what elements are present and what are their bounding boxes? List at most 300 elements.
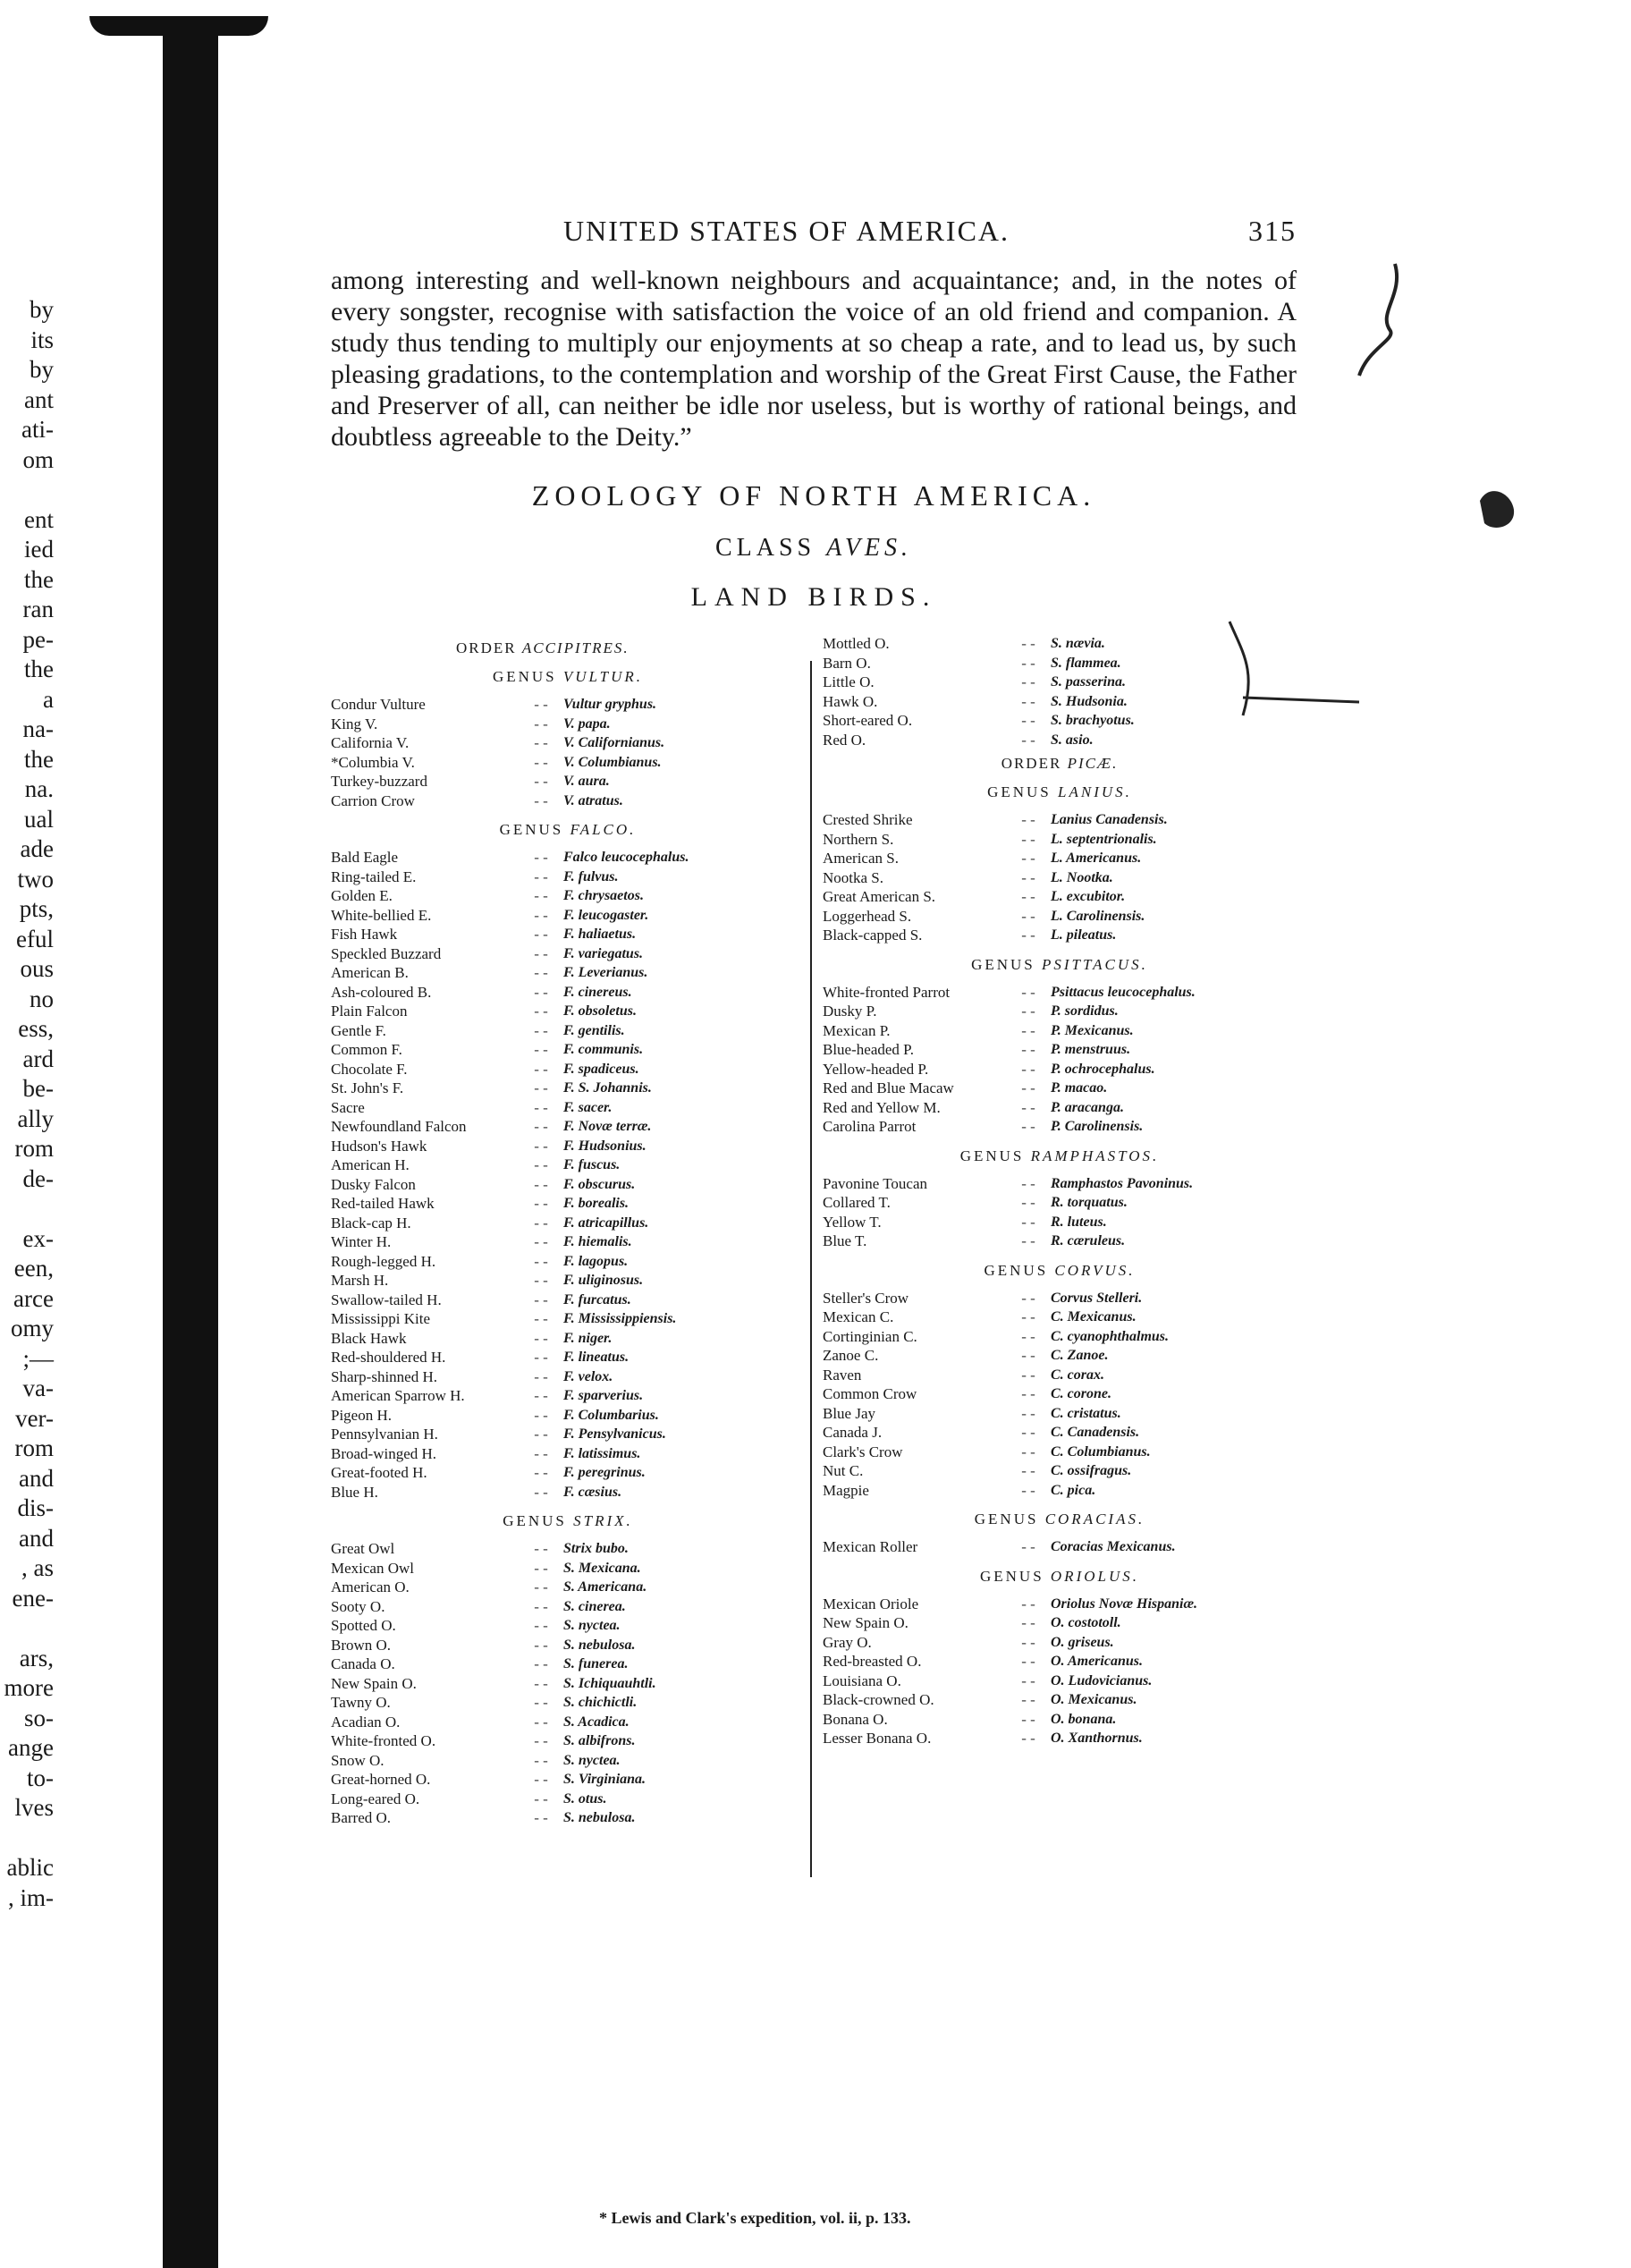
species-table xyxy=(331,634,1297,1868)
leader-dashes: - - xyxy=(534,1021,548,1039)
leader-dashes: - - xyxy=(1021,830,1035,848)
fragment-line: pts, xyxy=(19,895,54,922)
species-row xyxy=(331,1117,805,1137)
leader-dashes: - - xyxy=(534,1156,548,1173)
scientific-name: C. pica. xyxy=(1051,1482,1096,1498)
scientific-name: C. ossifragus. xyxy=(1051,1463,1132,1478)
leader-dashes: - - xyxy=(534,1617,548,1634)
common-name: American H. xyxy=(331,1156,410,1173)
scientific-name: R. torquatus. xyxy=(1051,1195,1128,1210)
species-row xyxy=(823,1098,1297,1118)
species-row xyxy=(331,791,805,811)
fragment-line: no xyxy=(30,985,54,1012)
scientific-name: F. Pensylvanicus. xyxy=(563,1426,666,1442)
scientific-name: P. sordidus. xyxy=(1051,1003,1119,1019)
species-row xyxy=(331,1271,805,1291)
common-name: Gray O. xyxy=(823,1633,872,1651)
leader-dashes: - - xyxy=(534,734,548,751)
fragment-line xyxy=(0,1824,54,1854)
species-row xyxy=(823,1729,1297,1748)
leader-dashes: - - xyxy=(534,983,548,1001)
scientific-name: F. Leverianus. xyxy=(563,965,648,980)
scientific-name: F. atricapillus. xyxy=(563,1214,649,1231)
right-genera xyxy=(823,783,1297,1748)
species-row xyxy=(823,868,1297,888)
fragment-line: omy xyxy=(10,1315,54,1341)
common-name: Common F. xyxy=(331,1041,402,1058)
order-name: ACCIPITRES. xyxy=(521,639,630,656)
species-row xyxy=(823,1346,1297,1366)
species-row xyxy=(823,849,1297,868)
fragment-line: va- xyxy=(22,1375,54,1401)
species-row xyxy=(331,1079,805,1098)
leader-dashes: - - xyxy=(1021,1289,1035,1307)
common-name: Mexican Roller xyxy=(823,1538,918,1555)
leader-dashes: - - xyxy=(1021,654,1035,672)
leader-dashes: - - xyxy=(1021,1385,1035,1402)
common-name: Blue H. xyxy=(331,1483,378,1501)
species-row xyxy=(331,695,805,715)
genus-heading xyxy=(823,1511,1297,1528)
scientific-name: L. Carolinensis. xyxy=(1051,908,1145,924)
leader-dashes: - - xyxy=(1021,1710,1035,1728)
scientific-name: O. bonana. xyxy=(1051,1711,1117,1727)
common-name: Turkey-buzzard xyxy=(331,773,427,790)
scientific-name: C. Canadensis. xyxy=(1051,1425,1140,1440)
scientific-name: Corvus Stelleri. xyxy=(1051,1290,1143,1306)
leader-dashes: - - xyxy=(1021,907,1035,925)
genus-label: GENUS xyxy=(974,1511,1045,1528)
leader-dashes: - - xyxy=(534,1426,548,1443)
genus-heading xyxy=(823,956,1297,974)
species-row xyxy=(823,1307,1297,1327)
common-name: Sacre xyxy=(331,1098,365,1116)
leader-dashes: - - xyxy=(1021,1614,1035,1631)
fragment-line: ard xyxy=(22,1045,54,1072)
species-row xyxy=(331,944,805,964)
leader-dashes: - - xyxy=(534,1272,548,1289)
leader-dashes: - - xyxy=(534,1713,548,1731)
scientific-name: S. flammea. xyxy=(1051,655,1121,671)
common-name: Acadian O. xyxy=(331,1713,401,1731)
common-name: Louisiana O. xyxy=(823,1671,901,1689)
species-row xyxy=(331,772,805,791)
species-row xyxy=(823,1366,1297,1385)
scientific-name: P. ochrocephalus. xyxy=(1051,1061,1155,1077)
species-row xyxy=(331,963,805,983)
common-name: Bald Eagle xyxy=(331,849,399,866)
scientific-name: F. variegatus. xyxy=(563,945,644,961)
fragment-line: na- xyxy=(22,715,54,742)
scientific-name: R. cæruleus. xyxy=(1051,1233,1126,1248)
species-row xyxy=(823,1231,1297,1251)
leader-dashes: - - xyxy=(534,1694,548,1711)
common-name: Carolina Parrot xyxy=(823,1118,917,1135)
common-name: Red-shouldered H. xyxy=(331,1349,446,1366)
scientific-name: F. communis. xyxy=(563,1042,644,1057)
species-row xyxy=(331,1751,805,1771)
leader-dashes: - - xyxy=(534,1540,548,1557)
leader-dashes: - - xyxy=(534,849,548,866)
common-name: Newfoundland Falcon xyxy=(331,1118,467,1135)
species-row xyxy=(823,1002,1297,1021)
species-row xyxy=(331,1444,805,1464)
leader-dashes: - - xyxy=(534,1464,548,1481)
scientific-name: F. cinereus. xyxy=(563,984,632,1000)
leader-dashes: - - xyxy=(1021,1118,1035,1135)
leader-dashes: - - xyxy=(534,1578,548,1595)
fragment-line: be- xyxy=(22,1075,54,1102)
fragment-line: the xyxy=(24,565,54,593)
leader-dashes: - - xyxy=(1021,1079,1035,1096)
scientific-name: F. obsoletus. xyxy=(563,1003,637,1019)
leader-dashes: - - xyxy=(534,1674,548,1692)
common-name: Steller's Crow xyxy=(823,1289,909,1307)
fragment-line: ;— xyxy=(22,1344,54,1372)
fragment-line: by xyxy=(30,356,54,383)
genus-label: GENUS xyxy=(959,1147,1031,1164)
leader-dashes: - - xyxy=(534,753,548,771)
genus-name: PSITTACUS. xyxy=(1041,955,1148,973)
common-name: Nut C. xyxy=(823,1462,864,1479)
species-row xyxy=(331,1654,805,1674)
common-name: Spotted O. xyxy=(331,1617,396,1634)
fragment-line: to- xyxy=(27,1764,54,1791)
genus-name: LANIUS. xyxy=(1058,783,1132,800)
leader-dashes: - - xyxy=(1021,888,1035,905)
fragment-line: a xyxy=(43,685,54,713)
fragment-line: ene- xyxy=(12,1584,54,1612)
scientific-name: Coracias Mexicanus. xyxy=(1051,1539,1176,1554)
scientific-name: F. hiemalis. xyxy=(563,1234,632,1249)
leader-dashes: - - xyxy=(534,1252,548,1270)
fragment-line: lves xyxy=(14,1794,54,1821)
scientific-name: F. furcatus. xyxy=(563,1291,631,1307)
species-row xyxy=(331,733,805,753)
leader-dashes: - - xyxy=(534,906,548,924)
leader-dashes: - - xyxy=(1021,1595,1035,1612)
leader-dashes: - - xyxy=(1021,1443,1035,1460)
species-row xyxy=(331,1348,805,1367)
genus-label: GENUS xyxy=(971,955,1042,973)
leader-dashes: - - xyxy=(1021,1404,1035,1422)
scientific-name: V. Californianus. xyxy=(563,735,665,750)
species-row xyxy=(331,1002,805,1021)
scientific-name: C. Mexicanus. xyxy=(1051,1309,1137,1324)
leader-dashes: - - xyxy=(1021,1691,1035,1708)
common-name: American B. xyxy=(331,964,409,981)
leader-dashes: - - xyxy=(534,926,548,943)
scientific-name: F. fuscus. xyxy=(563,1157,621,1172)
common-name: Nootka S. xyxy=(823,868,883,886)
common-name: Black-capped S. xyxy=(823,927,923,944)
scientific-name: S. Mexicana. xyxy=(563,1560,641,1576)
common-name: Broad-winged H. xyxy=(331,1444,437,1462)
genus-name: CORACIAS. xyxy=(1044,1511,1145,1528)
fragment-line: ange xyxy=(8,1734,54,1761)
leader-dashes: - - xyxy=(1021,692,1035,710)
leader-dashes: - - xyxy=(534,1349,548,1366)
species-row xyxy=(331,906,805,926)
leader-dashes: - - xyxy=(534,964,548,981)
class-name: AVES. xyxy=(826,534,913,562)
fragment-line: ati- xyxy=(21,416,54,443)
common-name: American O. xyxy=(331,1578,410,1595)
scientific-name: L. Americanus. xyxy=(1051,850,1142,866)
scientific-name: O. Americanus. xyxy=(1051,1654,1143,1669)
scientific-name: S. Acadica. xyxy=(563,1714,630,1730)
common-name: *Columbia V. xyxy=(331,753,415,771)
common-name: Brown O. xyxy=(331,1636,392,1654)
scientific-name: S. chichictli. xyxy=(563,1695,638,1710)
order-label: ORDER xyxy=(456,639,517,656)
order-heading xyxy=(331,639,805,657)
common-name: Hawk O. xyxy=(823,692,878,710)
fragment-line: ally xyxy=(17,1104,54,1132)
species-row xyxy=(331,1578,805,1597)
leader-dashes: - - xyxy=(534,1406,548,1424)
fragment-line: , as xyxy=(21,1554,54,1581)
species-row xyxy=(823,887,1297,907)
left-genera xyxy=(331,668,805,1828)
order-heading-picae xyxy=(823,755,1297,773)
common-name: Dusky P. xyxy=(823,1003,877,1020)
scientific-name: Strix bubo. xyxy=(563,1541,629,1556)
common-name: Loggerhead S. xyxy=(823,907,912,925)
fragment-line: na. xyxy=(24,775,54,802)
common-name: Red-tailed Hawk xyxy=(331,1195,435,1212)
leader-dashes: - - xyxy=(534,1559,548,1577)
fragment-line: by xyxy=(30,296,54,323)
species-row xyxy=(823,1289,1297,1308)
species-row xyxy=(331,983,805,1003)
species-row xyxy=(823,1384,1297,1404)
scientific-name: F. sacer. xyxy=(563,1099,613,1115)
leader-dashes: - - xyxy=(534,1809,548,1826)
common-name: White-fronted Parrot xyxy=(823,983,951,1001)
common-name: Canada O. xyxy=(331,1655,395,1672)
species-row xyxy=(823,1671,1297,1691)
common-name: Blue Jay xyxy=(823,1404,876,1422)
genus-label: GENUS xyxy=(984,1261,1055,1279)
section-heading: ZOOLOGY OF NORTH AMERICA. xyxy=(531,479,1096,512)
genus-heading xyxy=(823,783,1297,801)
species-row xyxy=(331,1790,805,1809)
common-name: Sharp-shinned H. xyxy=(331,1367,437,1385)
species-row xyxy=(823,1710,1297,1730)
species-row xyxy=(823,1040,1297,1060)
species-row xyxy=(331,1559,805,1578)
scientific-name: F. cæsius. xyxy=(563,1484,622,1500)
species-row xyxy=(823,1193,1297,1213)
leader-dashes: - - xyxy=(1021,1003,1035,1020)
species-row xyxy=(331,1425,805,1444)
common-name: Mexican Owl xyxy=(331,1559,415,1577)
leader-dashes: - - xyxy=(534,1751,548,1769)
common-name: Carrion Crow xyxy=(331,791,415,809)
fragment-line: the xyxy=(24,745,54,773)
common-name: Yellow T. xyxy=(823,1213,882,1231)
leader-dashes: - - xyxy=(1021,1730,1035,1747)
species-row xyxy=(331,1175,805,1195)
leader-dashes: - - xyxy=(534,1636,548,1654)
species-row xyxy=(823,1652,1297,1671)
species-row xyxy=(331,1098,805,1118)
species-row xyxy=(331,715,805,734)
common-name: New Spain O. xyxy=(331,1674,417,1692)
common-name: Tawny O. xyxy=(331,1694,391,1711)
scientific-name: F. Columbarius. xyxy=(563,1407,659,1423)
fragment-line: de- xyxy=(22,1164,54,1192)
genus-name: CORVUS. xyxy=(1054,1261,1136,1279)
species-row xyxy=(331,1291,805,1310)
leader-dashes: - - xyxy=(1021,1060,1035,1078)
common-name: Red and Yellow M. xyxy=(823,1098,941,1116)
leader-dashes: - - xyxy=(534,1655,548,1672)
scientific-name: Psittacus leucocephalus. xyxy=(1051,984,1196,1000)
leader-dashes: - - xyxy=(534,1079,548,1096)
scientific-name: C. cyanophthalmus. xyxy=(1051,1328,1170,1344)
fragment-line xyxy=(0,1613,54,1644)
leader-dashes: - - xyxy=(534,1444,548,1462)
scientific-name: S. Virginiana. xyxy=(563,1772,646,1787)
fragment-line: om xyxy=(22,445,54,473)
scientific-name: S. otus. xyxy=(563,1790,607,1807)
scientific-name: V. aura. xyxy=(563,774,610,789)
facing-page-fragments xyxy=(0,295,54,1913)
genus-heading xyxy=(331,1512,805,1530)
scientific-name: F. haliaetus. xyxy=(563,927,637,942)
common-name: Mottled O. xyxy=(823,635,890,652)
species-row xyxy=(331,1155,805,1175)
scientific-name: P. menstruus. xyxy=(1051,1042,1131,1057)
scientific-name: F. lineatus. xyxy=(563,1350,630,1365)
leader-dashes: - - xyxy=(1021,1327,1035,1345)
leader-dashes: - - xyxy=(1021,1538,1035,1555)
leader-dashes: - - xyxy=(1021,1424,1035,1441)
species-row xyxy=(823,1443,1297,1462)
scientific-name: S. nyctea. xyxy=(563,1618,621,1633)
scientific-name: P. Mexicanus. xyxy=(1051,1022,1134,1038)
scientific-name: L. excubitor. xyxy=(1051,889,1126,904)
leader-dashes: - - xyxy=(534,1367,548,1385)
scientific-name: S. asio. xyxy=(1051,732,1094,748)
leader-dashes: - - xyxy=(1021,731,1035,749)
species-row xyxy=(331,1463,805,1483)
common-name: Fish Hawk xyxy=(331,926,398,943)
fragment-line xyxy=(0,475,54,505)
common-name: Raven xyxy=(823,1366,862,1384)
common-name: Pennsylvanian H. xyxy=(331,1426,438,1443)
leader-dashes: - - xyxy=(1021,1308,1035,1325)
common-name: Cortinginian C. xyxy=(823,1327,917,1345)
species-row xyxy=(823,1423,1297,1443)
species-row xyxy=(823,1213,1297,1232)
common-name: Canada J. xyxy=(823,1424,883,1441)
genus-name: VULTUR. xyxy=(562,668,644,685)
order-name: PICÆ. xyxy=(1067,755,1119,772)
common-name: Yellow-headed P. xyxy=(823,1060,929,1078)
genus-name: RAMPHASTOS. xyxy=(1030,1147,1160,1164)
scientific-name: F. Hudsonius. xyxy=(563,1138,646,1154)
scientific-name: F. S. Johannis. xyxy=(563,1080,652,1096)
genus-name: ORIOLUS. xyxy=(1050,1567,1139,1585)
scientific-name: O. Xanthornus. xyxy=(1051,1731,1143,1746)
scientific-name: F. latissimus. xyxy=(563,1445,641,1461)
scientific-name: F. Mississippiensis. xyxy=(563,1311,677,1326)
species-row xyxy=(331,1060,805,1079)
leader-dashes: - - xyxy=(534,1291,548,1308)
common-name: Marsh H. xyxy=(331,1272,389,1289)
leader-dashes: - - xyxy=(534,1483,548,1501)
leader-dashes: - - xyxy=(534,1003,548,1020)
scientific-name: S. brachyotus. xyxy=(1051,713,1135,728)
scientific-name: S. Americana. xyxy=(563,1579,647,1595)
species-row xyxy=(331,1616,805,1636)
common-name: Crested Shrike xyxy=(823,811,913,828)
common-name: New Spain O. xyxy=(823,1614,908,1631)
common-name: Red-breasted O. xyxy=(823,1653,922,1670)
common-name: Collared T. xyxy=(823,1194,891,1211)
common-name: Great American S. xyxy=(823,888,936,905)
leader-dashes: - - xyxy=(534,1137,548,1155)
common-name: Mexican Oriole xyxy=(823,1595,919,1612)
genus-label: GENUS xyxy=(499,821,570,838)
scientific-name: S. nebulosa. xyxy=(563,1810,636,1825)
species-row xyxy=(823,1174,1297,1194)
common-name: Ash-coloured B. xyxy=(331,983,432,1001)
common-name: Zanoe C. xyxy=(823,1347,879,1364)
species-row xyxy=(331,925,805,944)
species-row xyxy=(823,1461,1297,1481)
fragment-line: dis- xyxy=(17,1494,54,1521)
fragment-line: eful xyxy=(16,925,54,952)
fragment-line: ran xyxy=(22,596,54,622)
common-name: Northern S. xyxy=(823,830,894,848)
land-birds-heading: LAND BIRDS. xyxy=(690,582,937,612)
leader-dashes: - - xyxy=(534,1790,548,1807)
fragment-line: the xyxy=(24,656,54,682)
scientific-name: L. septentrionalis. xyxy=(1051,831,1157,847)
leader-dashes: - - xyxy=(534,1732,548,1749)
scientific-name: P. Carolinensis. xyxy=(1051,1119,1144,1134)
scientific-name: S. funerea. xyxy=(563,1656,629,1671)
species-row xyxy=(331,1021,805,1041)
species-row xyxy=(823,1481,1297,1501)
leader-dashes: - - xyxy=(1021,712,1035,729)
scientific-name: F. niger. xyxy=(563,1330,613,1346)
species-row xyxy=(331,886,805,906)
species-row xyxy=(823,1079,1297,1098)
leader-dashes: - - xyxy=(1021,673,1035,690)
species-row xyxy=(823,1613,1297,1633)
pen-mark-top-right xyxy=(1341,259,1440,394)
leader-dashes: - - xyxy=(534,773,548,790)
common-name: American S. xyxy=(823,850,899,867)
fragment-line: rom xyxy=(14,1135,54,1162)
species-row xyxy=(331,1040,805,1060)
common-name: Rough-legged H. xyxy=(331,1252,436,1270)
fragment-line: , im- xyxy=(8,1883,54,1911)
fragment-line: arce xyxy=(13,1284,54,1312)
genus-heading xyxy=(823,1147,1297,1165)
species-row xyxy=(823,1021,1297,1041)
common-name: Bonana O. xyxy=(823,1710,888,1728)
common-name: Hudson's Hawk xyxy=(331,1137,427,1155)
species-row xyxy=(823,907,1297,927)
common-name: Dusky Falcon xyxy=(331,1175,416,1193)
species-row xyxy=(331,1329,805,1349)
